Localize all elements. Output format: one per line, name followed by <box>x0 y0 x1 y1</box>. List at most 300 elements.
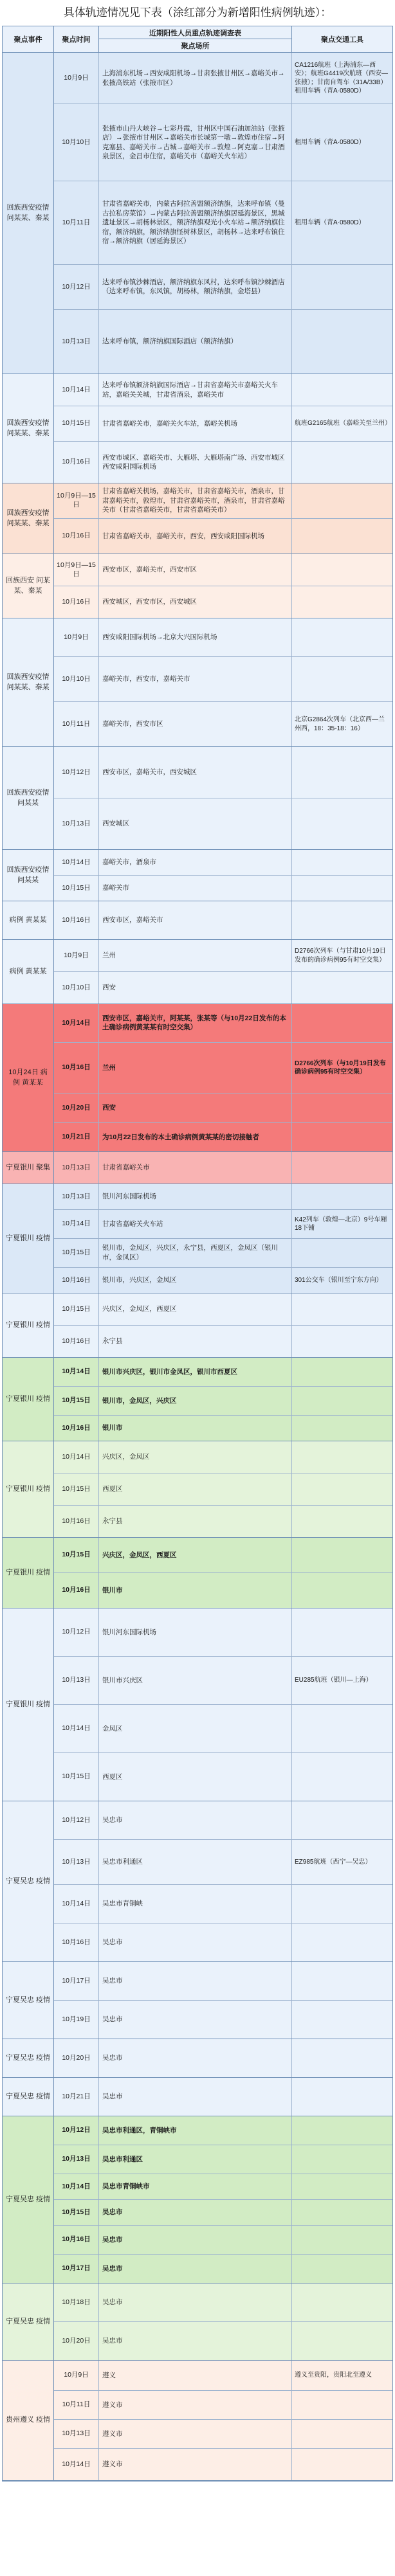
row-place: 西安市区，嘉峪关市 <box>99 901 292 939</box>
table-row <box>54 1473 392 1506</box>
row-place: 张掖市山丹大峡谷→七彩丹霞，甘州区中国石油加油站（张掖店）→张掖市甘州区→嘉峪关市长城第一墩→敦煌市住宿→阿克塞县、嘉峪关市→古城→嘉峪关市→敦煌→阿克塞→甘肃酒泉景区，金昌市住宿，嘉峪关市（嘉峪关火车站） <box>99 104 292 181</box>
row-time: 10月16日 <box>54 586 99 618</box>
row-time: 10月20日 <box>54 1094 99 1122</box>
table-row <box>54 1358 392 1387</box>
row-place: 西夏区 <box>99 1753 292 1801</box>
row-time: 10月12日 <box>54 2116 99 2145</box>
event-name: 回族西安疫情 问某某、秦某 <box>3 618 54 746</box>
table-row <box>54 1152 392 1184</box>
row-place: 银川市兴庆区，银川市金凤区，银川市西夏区 <box>99 1358 292 1386</box>
event-name: 宁夏吴忠 疫情 <box>3 2283 54 2360</box>
table-row <box>54 850 392 876</box>
table-header <box>3 26 392 53</box>
row-place: 银川河东国际机场 <box>99 1184 292 1209</box>
row-time: 10月18日 <box>54 2283 99 2321</box>
row-transport <box>292 657 392 701</box>
row-transport <box>292 1416 392 1441</box>
event-name: 宁夏银川 疫情 <box>3 1293 54 1357</box>
row-time: 10月11日 <box>54 702 99 746</box>
row-place: 金凤区 <box>99 1705 292 1752</box>
event-group <box>3 53 392 374</box>
row-place: 嘉峪关市，西安市，嘉峪关市 <box>99 657 292 701</box>
table-row <box>54 1608 392 1657</box>
row-place: 遵义市 <box>99 2391 292 2419</box>
event-name: 宁夏银川 疫情 <box>3 1538 54 1608</box>
row-place: 银川市，金凤区，兴庆区 <box>99 1387 292 1415</box>
event-group <box>3 1152 392 1184</box>
table-row <box>54 1184 392 1210</box>
row-time: 10月14日 <box>54 1210 99 1238</box>
row-transport <box>292 1538 392 1572</box>
row-transport <box>292 747 392 798</box>
event-group <box>3 483 392 554</box>
row-time: 10月13日 <box>54 1840 99 1884</box>
row-transport <box>292 1753 392 1801</box>
table-row <box>54 554 392 586</box>
row-place: 银川市 <box>99 1416 292 1441</box>
row-time: 10月12日 <box>54 265 99 309</box>
row-time: 10月17日 <box>54 2255 99 2283</box>
table-row <box>54 2226 392 2255</box>
table-row <box>54 1573 392 1608</box>
table-row <box>54 657 392 702</box>
row-place: 西安市区，嘉峪关市，西安市区 <box>99 554 292 586</box>
event-group <box>3 554 392 618</box>
event-name: 回族西安 问某某、秦某 <box>3 554 54 618</box>
row-place: 吴忠市利通区 <box>99 1840 292 1884</box>
row-transport: D2766次列车（与10月19日发布确诊病例95有时空交集） <box>295 1059 386 1076</box>
table-row <box>54 747 392 798</box>
row-place: 银川市，金凤区，兴庆区，永宁县，西夏区，金凤区（银川市，金凤区） <box>99 1239 292 1267</box>
row-time: 10月16日 <box>54 1326 99 1357</box>
event-name: 宁夏吴忠 疫情 <box>3 2116 54 2283</box>
event-group <box>3 2116 392 2283</box>
table-row <box>54 1441 392 1473</box>
row-time: 10月9日 <box>54 618 99 656</box>
table-row <box>54 406 392 442</box>
row-place: 吴忠市 <box>99 2255 292 2283</box>
row-transport <box>292 798 392 849</box>
row-place: 兰州 <box>99 940 292 971</box>
row-place: 西安市区，嘉峪关市，西安城区 <box>99 747 292 798</box>
row-time: 10月15日 <box>54 1753 99 1801</box>
row-transport <box>292 1239 392 1267</box>
table-row <box>54 2116 392 2145</box>
event-name: 宁夏吴忠 疫情 <box>3 1962 54 2039</box>
row-transport <box>292 1801 392 1839</box>
row-place: 甘肃省嘉峪关市 <box>99 1152 292 1184</box>
event-group <box>3 1184 392 1293</box>
row-transport <box>292 1608 392 1656</box>
row-place: 西安 <box>99 1094 292 1122</box>
table-row <box>54 2039 392 2077</box>
header-place-group <box>99 26 292 52</box>
row-place: 吴忠市 <box>99 2200 292 2225</box>
event-name: 病例 黄某某 <box>3 940 54 1004</box>
row-place: 上海浦东机场→西安咸阳机场→甘肃张掖甘州区→嘉峪关市→张掖高铁站（张掖市区） <box>99 53 292 104</box>
table-body <box>3 53 392 2481</box>
row-transport: D2766次列车（与甘肃10月19日发布的确诊病例95有时空交集） <box>295 948 386 964</box>
row-transport <box>292 1885 392 1923</box>
row-time: 10月14日 <box>54 1004 99 1042</box>
table-row <box>54 901 392 939</box>
row-time: 10月10日 <box>54 104 99 181</box>
row-place: 吴忠市 <box>99 2078 292 2116</box>
row-time: 10月16日 <box>54 1573 99 1608</box>
row-place: 银川市兴庆区 <box>99 1657 292 1704</box>
row-place: 甘肃省嘉峪关市，嘉峪关市，西安，西安咸阳国际机场 <box>99 519 292 554</box>
table-row <box>54 1923 392 1961</box>
row-place: 吴忠市青铜峡 <box>99 1885 292 1923</box>
row-time: 10月19日 <box>54 2001 99 2039</box>
table-row <box>54 265 392 310</box>
table-row <box>54 2200 392 2226</box>
row-transport: 遵义至贵阳，贵阳北至遵义 <box>295 2372 372 2379</box>
table-row <box>54 1840 392 1885</box>
row-time: 10月17日 <box>54 1962 99 2000</box>
row-transport <box>292 972 392 1004</box>
table-row <box>54 1538 392 1573</box>
table-row <box>54 876 392 901</box>
row-place: 银川市 <box>99 1573 292 1608</box>
row-time: 10月15日 <box>54 1473 99 1505</box>
row-transport <box>292 1473 392 1505</box>
row-place: 吴忠市 <box>99 1962 292 2000</box>
row-time: 10月21日 <box>54 2078 99 2116</box>
event-group <box>3 2039 392 2078</box>
header-time: 聚点时间 <box>54 26 99 52</box>
row-transport <box>292 2001 392 2039</box>
table-row <box>54 1753 392 1801</box>
row-transport <box>292 618 392 656</box>
row-time: 10月10日 <box>54 972 99 1004</box>
row-transport <box>292 2174 392 2199</box>
event-name: 宁夏吴忠 疫情 <box>3 1801 54 1961</box>
row-transport <box>292 850 392 875</box>
row-place: 西安 <box>99 972 292 1004</box>
event-group <box>3 1358 392 1441</box>
row-time: 10月16日 <box>54 1506 99 1537</box>
event-group <box>3 1608 392 1801</box>
event-name: 宁夏吴忠 疫情 <box>3 2039 54 2077</box>
row-time: 10月9日 <box>54 2361 99 2390</box>
row-transport: 租用车辆（青A·0580D） <box>295 219 365 226</box>
event-name: 宁夏银川 疫情 <box>3 1608 54 1801</box>
row-time: 10月14日 <box>54 1358 99 1386</box>
event-group <box>3 1962 392 2039</box>
row-transport <box>292 1152 392 1184</box>
row-time: 10月13日 <box>54 1152 99 1184</box>
row-place: 兴庆区，金凤区，西夏区 <box>99 1293 292 1325</box>
table-row <box>54 519 392 554</box>
row-transport: K42列车（敦煌—北京）9号车厢18下铺 <box>295 1216 387 1232</box>
row-time: 10月16日 <box>54 442 99 483</box>
row-transport: CA1216航班（上海浦东—西安）；航班G4419次航班（西安—张掖）；甘南自驾车（31A/33B）租用车辆（青A·0580D） <box>295 61 389 95</box>
table-row <box>54 2391 392 2420</box>
row-time: 10月15日 <box>54 1239 99 1267</box>
row-time: 10月12日 <box>54 1608 99 1656</box>
row-transport <box>292 2391 392 2419</box>
row-transport <box>292 901 392 939</box>
table-row <box>54 1239 392 1268</box>
event-group <box>3 747 392 850</box>
row-transport <box>292 374 392 406</box>
row-time: 10月14日 <box>54 2174 99 2199</box>
table-row <box>54 972 392 1004</box>
event-group <box>3 374 392 483</box>
row-place: 银川市，兴庆区，金凤区 <box>99 1268 292 1293</box>
table-row <box>54 2001 392 2039</box>
row-time: 10月10日 <box>54 657 99 701</box>
row-transport <box>292 1387 392 1415</box>
row-place: 吴忠市利通区 <box>99 2145 292 2174</box>
row-transport <box>292 2116 392 2145</box>
row-time: 10月16日 <box>54 1416 99 1441</box>
row-place: 吴忠市 <box>99 2322 292 2360</box>
row-place: 吴忠市 <box>99 2283 292 2321</box>
event-group <box>3 1801 392 1962</box>
row-place: 甘肃省嘉峪关市，嘉峪关火车站，嘉峪关机场 <box>99 406 292 441</box>
row-transport <box>292 483 392 518</box>
table-row <box>54 1416 392 1441</box>
header-traj-title: 近期阳性人员重点轨迹调查表 <box>149 29 241 37</box>
page-title: 具体轨迹情况见下表（涂红部分为新增阳性病例轨迹）： <box>63 6 332 19</box>
row-time: 10月14日 <box>54 1441 99 1473</box>
table-row <box>54 483 392 519</box>
table-row <box>54 1268 392 1293</box>
event-name: 宁夏吴忠 疫情 <box>3 2078 54 2116</box>
row-time: 10月11日 <box>54 181 99 264</box>
row-time: 10月13日 <box>54 1184 99 1209</box>
table-row <box>54 2174 392 2200</box>
row-transport <box>292 265 392 309</box>
event-name: 10月24日 病例 黄某某 <box>3 1004 54 1151</box>
row-transport: EZ985航班（西宁—吴忠） <box>295 1858 372 1866</box>
table-row <box>54 1506 392 1537</box>
row-place: 吴忠市 <box>99 1801 292 1839</box>
row-transport <box>292 1705 392 1752</box>
row-place: 吴忠市利通区，青铜峡市 <box>99 2116 292 2145</box>
row-place: 吴忠市 <box>99 2226 292 2254</box>
table-row <box>54 1657 392 1705</box>
row-transport <box>292 2420 392 2448</box>
row-transport <box>292 1441 392 1473</box>
row-transport <box>292 1004 392 1042</box>
table-row <box>54 2322 392 2360</box>
table-row <box>54 1885 392 1923</box>
event-name: 宁夏银川 聚集 <box>3 1152 54 1184</box>
row-time: 10月14日 <box>54 2449 99 2480</box>
table-row <box>54 53 392 104</box>
row-place: 甘肃省嘉峪关机场，嘉峪关市，甘肃省嘉峪关市，酒泉市，甘肃嘉峪关市，敦煌市，甘肃省嘉峪关市，酒泉市，甘肃省嘉峪关市（甘肃省嘉峪关市，甘肃省嘉峪关市） <box>99 483 292 518</box>
row-place: 达来呼布镇，额济纳旗国际酒店（额济纳旗） <box>99 310 292 374</box>
header-transport: 聚点交通工具 <box>321 36 363 44</box>
row-time: 10月12日 <box>54 747 99 798</box>
event-group <box>3 901 392 940</box>
row-time: 10月14日 <box>54 850 99 875</box>
table-row <box>54 2078 392 2116</box>
row-transport <box>292 1184 392 1209</box>
row-transport <box>292 2145 392 2174</box>
table-row <box>54 181 392 265</box>
row-time: 10月16日 <box>54 901 99 939</box>
table-row <box>54 2255 392 2283</box>
row-transport: 航班G2165航班（嘉峪关至兰州） <box>295 420 392 428</box>
row-transport <box>292 2039 392 2077</box>
row-place: 甘肃省嘉峪关火车站 <box>99 1210 292 1238</box>
row-transport <box>292 1506 392 1537</box>
row-place: 兴庆区，金凤区 <box>99 1441 292 1473</box>
table-row <box>54 1326 392 1357</box>
row-place: 遵义 <box>99 2361 292 2390</box>
row-time: 10月16日 <box>54 519 99 554</box>
table-row <box>54 1293 392 1326</box>
row-place: 为10月22日发布的本土确诊病例黄某某的密切接触者 <box>99 1123 292 1151</box>
event-group <box>3 850 392 901</box>
row-time: 10月20日 <box>54 2322 99 2360</box>
row-time: 10月16日 <box>54 2226 99 2254</box>
trajectory-table <box>2 26 393 2481</box>
table-row <box>54 1962 392 2001</box>
row-place: 西安市区，嘉峪关市，阿某某，张某等（与10月22日发布的本土确诊病例黄某某有时空交集） <box>99 1004 292 1042</box>
event-group <box>3 618 392 747</box>
event-group <box>3 1293 392 1358</box>
table-row <box>54 2449 392 2480</box>
row-place: 达来呼布镇额济纳旗国际酒店→甘肃省嘉峪关市嘉峪关火车站，嘉峪关关城，甘肃省酒泉，嘉峪关市 <box>99 374 292 406</box>
event-group <box>3 2078 392 2116</box>
row-transport <box>292 2255 392 2283</box>
table-row <box>54 442 392 483</box>
row-place: 遵义市 <box>99 2449 292 2480</box>
row-transport <box>292 2200 392 2225</box>
row-place: 西安咸阳国际机场→北京大兴国际机场 <box>99 618 292 656</box>
row-transport <box>292 554 392 586</box>
row-time: 10月15日 <box>54 2200 99 2225</box>
row-transport <box>292 2322 392 2360</box>
row-place: 吴忠市 <box>99 2039 292 2077</box>
row-place: 嘉峪关市，酒泉市 <box>99 850 292 875</box>
event-name: 回族西安疫情 问某某 <box>3 747 54 849</box>
table-row <box>54 104 392 181</box>
row-place: 西安市城区、嘉峪关市、大雁塔、大雁塔南广场、西安市城区西安咸阳国际机场 <box>99 442 292 483</box>
table-row <box>54 310 392 374</box>
row-time: 10月16日 <box>54 1043 99 1094</box>
row-time: 10月16日 <box>54 1268 99 1293</box>
row-place: 永宁县 <box>99 1326 292 1357</box>
row-place: 西安城区，西安市区，西安城区 <box>99 586 292 618</box>
table-row <box>54 618 392 657</box>
row-transport <box>292 442 392 483</box>
row-transport <box>292 2449 392 2480</box>
row-place: 达来呼布镇沙棘酒店，额济纳旗东风村，达来呼布镇沙棘酒店（达来呼布镇，东风镇，胡杨林，额济纳旗，金塔县） <box>99 265 292 309</box>
row-transport <box>292 876 392 901</box>
row-time: 10月15日 <box>54 1387 99 1415</box>
event-group <box>3 2361 392 2481</box>
row-transport <box>292 586 392 618</box>
row-time: 10月13日 <box>54 2420 99 2448</box>
row-transport <box>292 1326 392 1357</box>
row-transport <box>292 1923 392 1961</box>
table-row <box>54 1705 392 1753</box>
row-time: 10月14日 <box>54 1705 99 1752</box>
row-place: 兴庆区，金凤区，西夏区 <box>99 1538 292 1572</box>
table-row <box>54 702 392 746</box>
row-transport <box>292 519 392 554</box>
table-row <box>54 2283 392 2322</box>
event-name: 宁夏银川 疫情 <box>3 1184 54 1293</box>
row-place: 西夏区 <box>99 1473 292 1505</box>
event-name: 宁夏银川 疫情 <box>3 1358 54 1441</box>
row-place: 嘉峪关市，西安市区 <box>99 702 292 746</box>
row-transport <box>292 2078 392 2116</box>
row-transport <box>292 1123 392 1151</box>
event-group <box>3 1538 392 1608</box>
row-place: 吴忠市 <box>99 2001 292 2039</box>
row-time: 10月9日—15日 <box>54 554 99 586</box>
row-transport <box>292 1094 392 1122</box>
row-time: 10月15日 <box>54 876 99 901</box>
event-name: 回族西安疫情 问某某 <box>3 850 54 901</box>
event-name: 回族西安疫情 问某某、秦某 <box>3 374 54 483</box>
table-row <box>54 798 392 849</box>
row-place: 银川河东国际机场 <box>99 1608 292 1656</box>
row-time: 10月12日 <box>54 1801 99 1839</box>
row-transport <box>292 310 392 374</box>
row-time: 10月21日 <box>54 1123 99 1151</box>
event-name: 病例 黄某某 <box>3 901 54 939</box>
row-place: 甘肃省嘉峪关市，内蒙古阿拉善盟额济纳旗，达来呼布镇（曼古拉私房菜馆）→内蒙古阿拉善盟额济纳旗居延海景区，黑城遗址景区→胡杨林景区，额济纳旗观光小火车站→额济纳旗住宿，额济纳旗，额济纳旗怪树林景区，胡杨林→达来呼布镇住宿→额济纳旗（居延海景区） <box>99 181 292 264</box>
row-time: 10月15日 <box>54 1538 99 1572</box>
row-time: 10月14日 <box>54 1885 99 1923</box>
row-transport <box>292 1962 392 2000</box>
row-time: 10月13日 <box>54 1657 99 1704</box>
event-name: 宁夏银川 疫情 <box>3 1441 54 1537</box>
table-row <box>54 940 392 972</box>
row-place: 遵义市 <box>99 2420 292 2448</box>
row-time: 10月13日 <box>54 2145 99 2174</box>
table-row <box>54 1210 392 1239</box>
table-row <box>54 2145 392 2174</box>
table-row <box>54 1094 392 1123</box>
row-place: 吴忠市青铜峡市 <box>99 2174 292 2199</box>
table-row <box>54 374 392 406</box>
row-place: 嘉峪关市 <box>99 876 292 901</box>
row-transport <box>292 2283 392 2321</box>
row-transport: 301公交车（银川至宁东方向） <box>295 1276 383 1284</box>
row-transport: EU285航班（银川—上海） <box>295 1677 372 1684</box>
row-place: 永宁县 <box>99 1506 292 1537</box>
row-time: 10月16日 <box>54 1923 99 1961</box>
row-place: 吴忠市 <box>99 1923 292 1961</box>
header-place: 聚点场所 <box>181 42 210 50</box>
event-name: 回族西安疫情 问某某、秦某 <box>3 483 54 554</box>
row-time: 10月14日 <box>54 374 99 406</box>
table-row <box>54 1387 392 1416</box>
row-time: 10月9日 <box>54 53 99 104</box>
table-row <box>54 1123 392 1151</box>
row-time: 10月11日 <box>54 2391 99 2419</box>
row-time: 10月9日 <box>54 940 99 971</box>
table-row <box>54 2420 392 2449</box>
row-transport <box>292 2226 392 2254</box>
event-name: 贵州遵义 疫情 <box>3 2361 54 2480</box>
event-group <box>3 1441 392 1538</box>
row-time: 10月13日 <box>54 310 99 374</box>
row-time: 10月15日 <box>54 1293 99 1325</box>
row-transport <box>292 1573 392 1608</box>
header-event: 聚点事件 <box>3 26 54 52</box>
row-time: 10月9日—15日 <box>54 483 99 518</box>
